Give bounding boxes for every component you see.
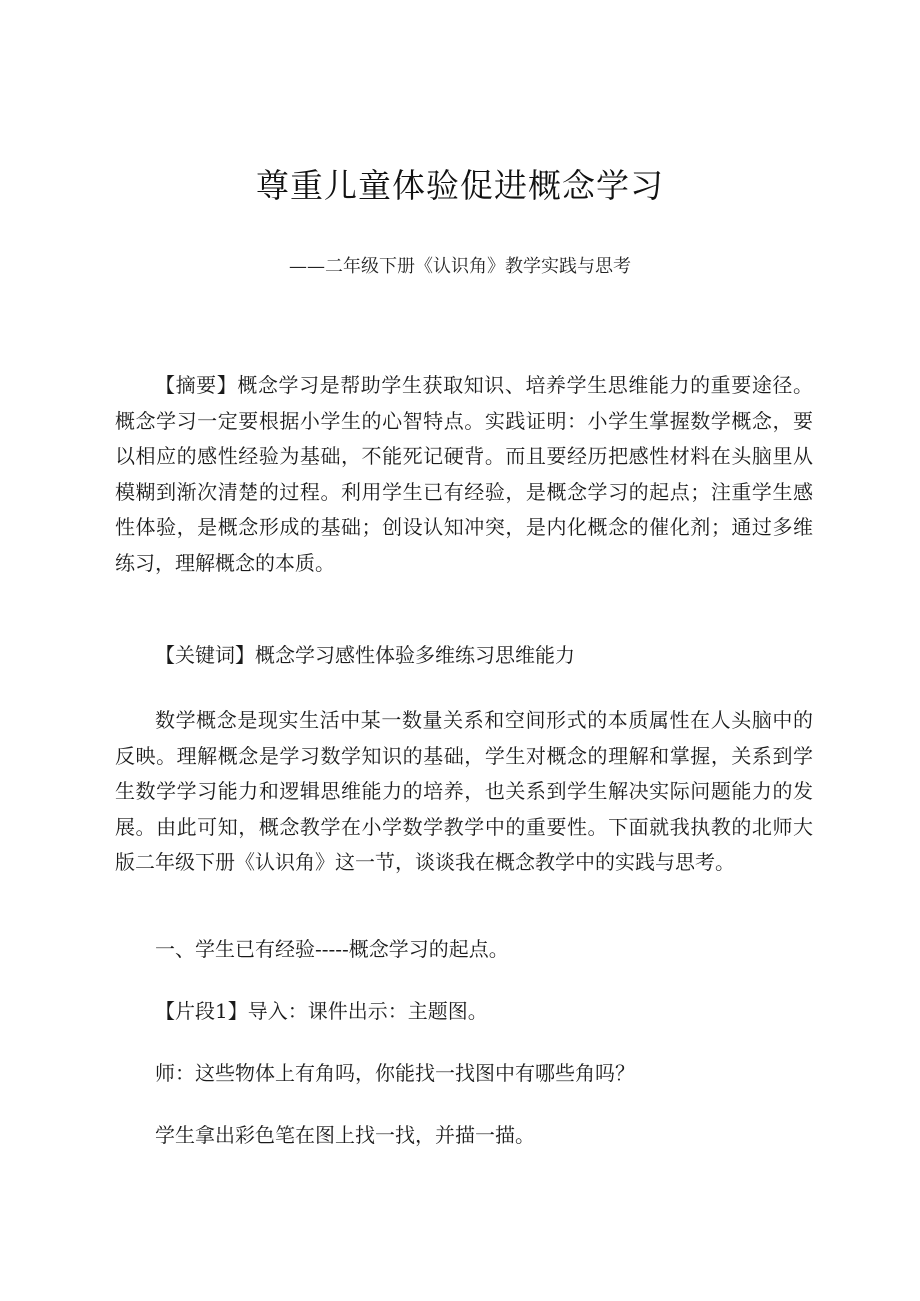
keywords-paragraph: 【关键词】概念学习感性体验多维练习思维能力 — [155, 643, 575, 667]
teacher-line: 师：这些物体上有角吗，你能找一找图中有哪些角吗？ — [155, 1061, 635, 1085]
fragment-heading: 【片段1】导入：课件出示：主题图。 — [155, 999, 488, 1023]
section-heading: 一、学生已有经验-----概念学习的起点。 — [155, 937, 509, 961]
student-line: 学生拿出彩色笔在图上找一找，并描一描。 — [155, 1123, 535, 1147]
document-subtitle: ——二年级下册《认识角》教学实践与思考 — [289, 256, 631, 277]
abstract-paragraph: 【摘要】概念学习是帮助学生获取知识、培养学生思维能力的重要途径。概念学习一定要根据小学生的心智特点。实践证明：小学生掌握数学概念，要以相应的感性经验为基础，不能死记硬背。而且要经历把感性材料在头脑里从模糊到渐次清楚的过程。利用学生已有经验，是概念学习的起点；注重学生感性体验，是概念形成的基础；创设认知冲突，是内化概念的催化剂；通过多维练习，理解概念的本质。 — [115, 373, 813, 575]
document-title: 尊重儿童体验促进概念学习 — [256, 166, 664, 205]
intro-paragraph: 数学概念是现实生活中某一数量关系和空间形式的本质属性在人头脑中的反映。理解概念是学习数学知识的基础，学生对概念的理解和掌握，关系到学生数学学习能力和逻辑思维能力的培养，也关系到学生解决实际问题能力的发展。由此可知，概念教学在小学数学教学中的重要性。下面就我执教的北师大版二年级下册《认识角》这一节，谈谈我在概念教学中的实践与思考。 — [115, 708, 813, 874]
